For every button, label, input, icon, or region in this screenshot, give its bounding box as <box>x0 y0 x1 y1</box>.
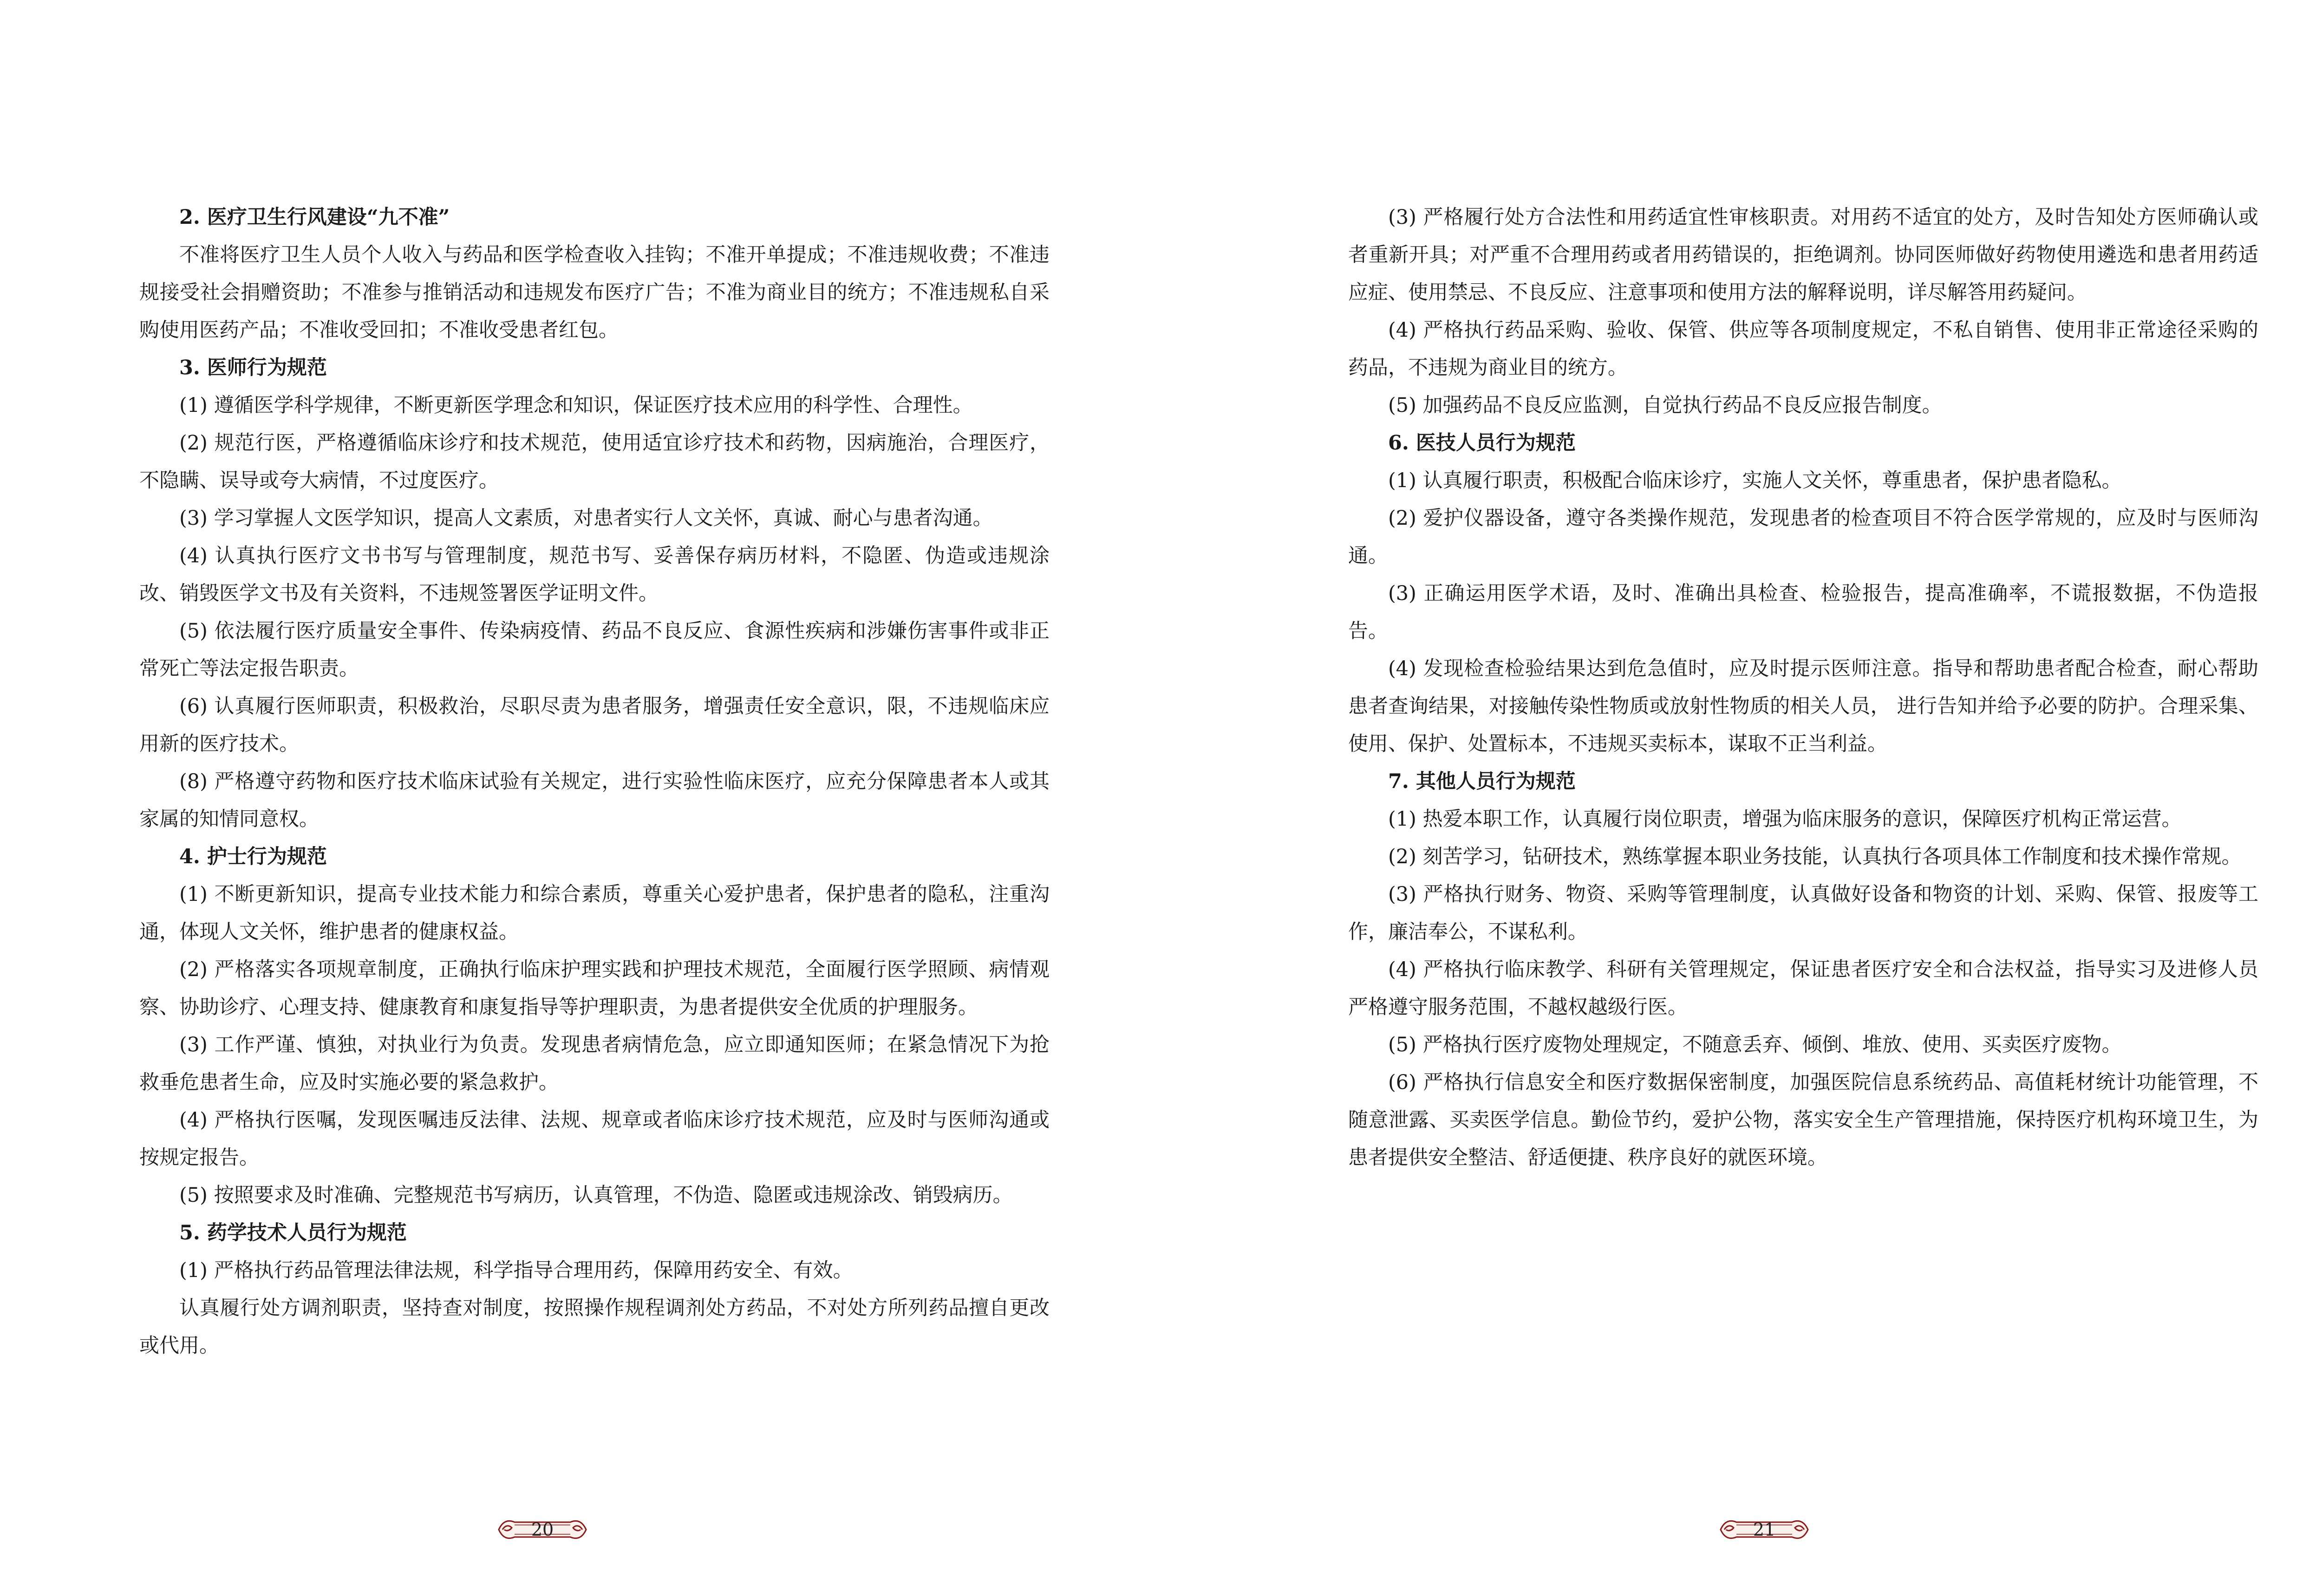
paragraph: (3) 严格履行处方合法性和用药适宜性审核职责。对用药不适宜的处方，及时告知处方医师确认或者重新开具；对严重不合理用药或者用药错误的，拒绝调剂。协同医师做好药物使用遴选和患者用药适应症、使用禁忌、不良反应、注意事项和使用方法的解释说明，详尽解答用药疑问。 <box>1348 206 2258 304</box>
right-page-content <box>1348 199 2258 1177</box>
paragraph: (1) 严格执行药品管理法律法规，科学指导合理用药，保障用药安全、有效。 <box>179 1259 853 1282</box>
page-number: 21 <box>1753 1519 1776 1540</box>
paragraph: (6) 严格执行信息安全和医疗数据保密制度，加强医院信息系统药品、高值耗材统计功能管理，不随意泄露、买卖医学信息。勤俭节约，爱护公物，落实安全生产管理措施，保持医疗机构环境卫生，为患者提供安全整洁、舒适便捷、秩序良好的就医环境。 <box>1348 1071 2258 1169</box>
paragraph: (4) 认真执行医疗文书书写与管理制度，规范书写、妥善保存病历材料，不隐匿、伪造或违规涂改、销毁医学文书及有关资料，不违规签署医学证明文件。 <box>139 544 1050 605</box>
paragraph: (2) 爱护仪器设备，遵守各类操作规范，发现患者的检查项目不符合医学常规的，应及时与医师沟通。 <box>1348 507 2258 567</box>
paragraph: (4) 严格执行医嘱，发现医嘱违反法律、法规、规章或者临床诊疗技术规范，应及时与医师沟通或按规定报告。 <box>139 1108 1050 1169</box>
section-heading: 5. 药学技术人员行为规范 <box>179 1221 407 1244</box>
section-heading: 4. 护士行为规范 <box>179 845 327 868</box>
paragraph: (2) 规范行医，严格遵循临床诊疗和技术规范，使用适宜诊疗技术和药物，因病施治，合理医疗，不隐瞒、误导或夸大病情，不过度医疗。 <box>139 431 1050 492</box>
section-heading: 7. 其他人员行为规范 <box>1388 770 1576 793</box>
paragraph: (6) 认真履行医师职责，积极救治，尽职尽责为患者服务，增强责任安全意识，限，不违规临床应用新的医疗技术。 <box>139 695 1050 756</box>
page-number-ornament <box>496 1515 589 1544</box>
paragraph: (3) 严格执行财务、物资、采购等管理制度，认真做好设备和物资的计划、采购、保管、报废等工作，廉洁奉公，不谋私利。 <box>1348 883 2258 944</box>
paragraph: 认真履行处方调剂职责，坚持查对制度，按照操作规程调剂处方药品，不对处方所列药品擅自更改或代用。 <box>139 1296 1050 1357</box>
paragraph: (2) 严格落实各项规章制度，正确执行临床护理实践和护理技术规范，全面履行医学照顾、病情观察、协助诊疗、心理支持、健康教育和康复指导等护理职责，为患者提供安全优质的护理服务。 <box>139 958 1050 1019</box>
paragraph: 不准将医疗卫生人员个人收入与药品和医学检查收入挂钩；不准开单提成；不准违规收费；不准违规接受社会捐赠资助；不准参与推销活动和违规发布医疗广告；不准为商业目的统方；不准违规私自采购使用医药产品；不准收受回扣；不准收受患者红包。 <box>139 243 1050 342</box>
paragraph: (8) 严格遵守药物和医疗技术临床试验有关规定，进行实验性临床医疗，应充分保障患者本人或其家属的知情同意权。 <box>139 770 1050 831</box>
paragraph: (3) 工作严谨、慎独，对执业行为负责。发现患者病情危急，应立即通知医师；在紧急情况下为抢救垂危患者生命，应及时实施必要的紧急救护。 <box>139 1033 1050 1094</box>
paragraph: (5) 按照要求及时准确、完整规范书写病历，认真管理，不伪造、隐匿或违规涂改、销毁病历。 <box>179 1184 1013 1207</box>
paragraph: (4) 严格执行临床教学、科研有关管理规定，保证患者医疗安全和合法权益，指导实习及进修人员严格遵守服务范围，不越权越级行医。 <box>1348 958 2258 1019</box>
paragraph: (4) 发现检查检验结果达到危急值时，应及时提示医师注意。指导和帮助患者配合检查，耐心帮助患者查询结果，对接触传染性物质或放射性物质的相关人员， 进行告知并给予必要的防护。合理采集、使用、保护、处置标本，不违规买卖标本，谋取不正当利益。 <box>1348 657 2258 756</box>
section-heading: 3. 医师行为规范 <box>179 356 327 379</box>
paragraph: (5) 加强药品不良反应监测，自觉执行药品不良反应报告制度。 <box>1388 394 1942 417</box>
section-heading: 2. 医疗卫生行风建设“九不准” <box>179 206 450 229</box>
page-number-ornament <box>1718 1515 1811 1544</box>
paragraph: (4) 严格执行药品采购、验收、保管、供应等各项制度规定，不私自销售、使用非正常途径采购的药品，不违规为商业目的统方。 <box>1348 319 2258 379</box>
paragraph: (3) 正确运用医学术语，及时、准确出具检查、检验报告，提高准确率，不谎报数据，不伪造报告。 <box>1348 582 2258 643</box>
left-page-content <box>139 199 1050 1365</box>
section-heading: 6. 医技人员行为规范 <box>1388 431 1576 455</box>
paragraph: (1) 不断更新知识，提高专业技术能力和综合素质，尊重关心爱护患者，保护患者的隐私，注重沟通，体现人文关怀，维护患者的健康权益。 <box>139 883 1050 944</box>
paragraph: (2) 刻苦学习，钻研技术，熟练掌握本职业务技能，认真执行各项具体工作制度和技术操作常规。 <box>1388 845 2242 868</box>
paragraph: (1) 遵循医学科学规律，不断更新医学理念和知识，保证医疗技术应用的科学性、合理性。 <box>179 394 973 417</box>
paragraph: (3) 学习掌握人文医学知识，提高人文素质，对患者实行人文关怀，真诚、耐心与患者沟通。 <box>179 507 993 530</box>
page-number: 20 <box>531 1519 554 1540</box>
paragraph: (1) 认真履行职责，积极配合临床诊疗，实施人文关怀，尊重患者，保护患者隐私。 <box>1388 469 2122 492</box>
paragraph: (5) 严格执行医疗废物处理规定，不随意丢弃、倾倒、堆放、使用、买卖医疗废物。 <box>1388 1033 2122 1056</box>
paragraph: (1) 热爱本职工作，认真履行岗位职责，增强为临床服务的意识，保障医疗机构正常运营。 <box>1388 808 2182 831</box>
right-page <box>1168 0 2322 1596</box>
paragraph: (5) 依法履行医疗质量安全事件、传染病疫情、药品不良反应、食源性疾病和涉嫌伤害事件或非正常死亡等法定报告职责。 <box>139 619 1050 680</box>
